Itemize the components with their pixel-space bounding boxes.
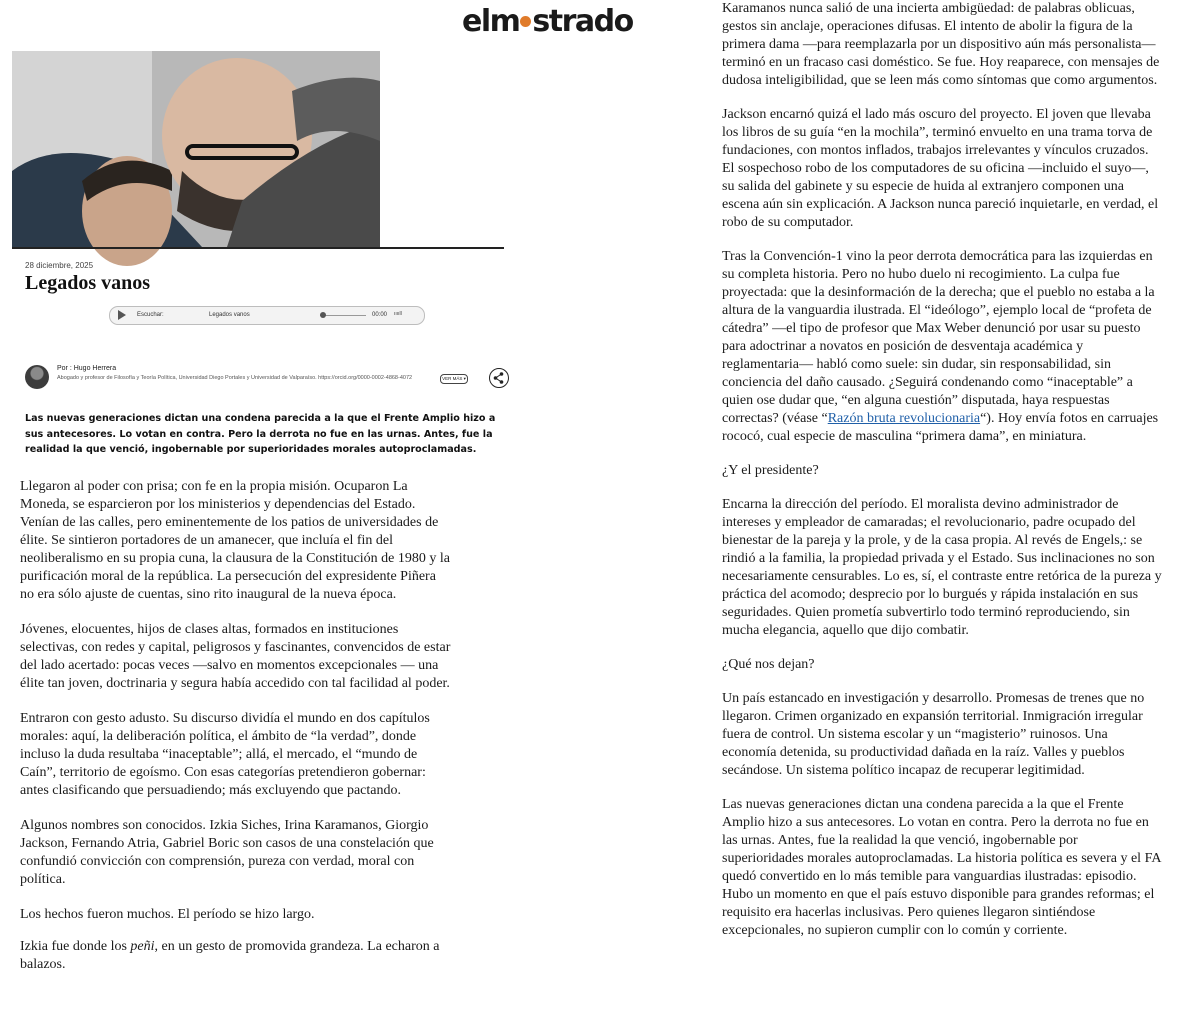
article-body-right xyxy=(722,0,1162,956)
paragraph: Un país estancado en investigación y desarrollo. Promesas de trenes que no llegaron. Crimen organizado en expansión territorial. Inmigración irregular fuera de control. Un sistema escolar y un “magisterio” ruinosos. Una economía detenida, su productividad dañada en la raíz. Valles y pueblos secándose. Un sistema político incapaz de recuperar legitimidad. xyxy=(722,691,1145,778)
player-progress-track[interactable] xyxy=(320,315,366,316)
paragraph: Encarna la dirección del período. El moralista devino administrador de intereses y empleador de camaradas; el revolucionario, padre ocupado del bienestar de la pareja y la prole, y de la casa propia. Al revés de Engels,: se rindió a la familia, la propiedad privada y el Estado. Sus inclinaciones no son necesariamente censurables. Lo es, sí, el contraste entre retórica de la pureza y práctica del acomodo; desprecio por lo burgués y rápida instalación en sus seguridades. Quien prometía subvertirlo todo terminó reproduciendo, sin mucha elegancia, aquello que dijo combatir. xyxy=(722,497,1162,638)
paragraph: Entraron con gesto adusto. Su discurso dividía el mundo en dos capítulos morales: aquí, la deliberación política, el ámbito de “la verdad”, donde incluso la duda resultaba “inaceptable”; allá, el mercado, el “mundo de Caín”, territorio de egoísmo. Con esas categorías pretendieron gobernar: antes clasificando que persuadiendo; más excluyendo que pactando. xyxy=(20,711,430,798)
text-run: Tras la Convención-1 vino la peor derrota democrática para las izquierdas en su completa historia. Pero no hubo duelo ni recogimiento. La culpa fue proyectada: que la desinformación de la derecha; que el pueblo no estaba a la altura de la vanguardia ilustrada. El “ideólogo”, ejemplo local de “profeta de cátedra” —el tipo de profesor que Max Weber denunció por usar su puesto para adoctrinar a novatos en posición de desventaja académica y reglamentaria— habló como suele: sin dudar, sin responsabilidad, sin conciencia del daño causado. ¿Seguirá condenando como “inaceptable” a quien ose dudar que, “en alguna cuestión” disputada, haya respuestas correctas? (véase “ xyxy=(722,249,1155,426)
paragraph-izkia xyxy=(20,938,452,974)
player-progress-knob[interactable] xyxy=(320,312,326,318)
paragraph: Jackson encarnó quizá el lado más oscuro del proyecto. El joven que llevaba los libros de su guía “en la mochila”, terminó envuelto en una trama torva de fundaciones, con montos inflados, trabajos irrelevantes y vínculos cruzados. El sospechoso robo de los computadores de su oficina —incluido el suyo—, su salida del gabinete y su especie de huida al extranjero componen una escena aún sin explicación. A Jackson nunca pareció inquietarle, en verdad, el robo de su computador. xyxy=(722,107,1159,230)
player-listen-label: Escuchar: xyxy=(137,312,164,318)
author-box xyxy=(25,365,515,393)
text-run: Izkia fue donde los xyxy=(20,939,131,954)
share-icon[interactable] xyxy=(489,368,509,388)
avatar xyxy=(25,365,49,389)
play-icon[interactable] xyxy=(118,310,126,320)
article-date: 28 diciembre, 2025 xyxy=(25,261,94,270)
article-lead: Las nuevas generaciones dictan una condena parecida a la que el Frente Amplio hizo a sus antecesores. Lo votan en contra. Pero la derrota no fue en las urnas. Antes, fue la realidad la que venció, ingobernable por superioridades morales autoproclamadas. xyxy=(25,413,496,455)
photo-divider xyxy=(12,247,504,249)
paragraph-convencion xyxy=(722,248,1162,446)
player-track-title: Legados vanos xyxy=(209,312,250,318)
paragraph: Llegaron al poder con prisa; con fe en la propia misión. Ocuparon La Moneda, se esparcieron por los ministerios y dependencias del Estado. Venían de las calles, pero eminentemente de los patios de universidades de élite. Se sintieron portadores de un amanecer, que incluía el fin del neoliberalismo en su propia cuna, la clausura de la Constitución de 1980 y la purificación moral de la república. La persecución del expresidente Piñera no era sólo ajuste de cuentas, sino rito inaugural de la nueva época. xyxy=(20,479,450,602)
article-title: Legados vanos xyxy=(25,272,151,294)
paragraph: Las nuevas generaciones dictan una condena parecida a la que el Frente Amplio hizo a sus antecesores. Lo votan en contra. Pero la derrota no fue en las urnas. Antes, fue la realidad la que venció, ingobernable por superioridades morales autoproclamadas. La historia política es severa y el FA quedó convertido en lo más temible para vanguardias ilustradas: episodio. Hubo un momento en que el país estuvo disponible para grandes reformas; el requisito era hacerlas inclusivas. Pero quienes llegaron sintiéndose excepcionales, no supieron cumplir con lo común y corriente. xyxy=(722,797,1161,938)
text-run: , en un gesto de promovida grandeza. La echaron a balazos. xyxy=(20,939,440,972)
article-body-left xyxy=(20,478,452,991)
text-run: “). Hoy envía fotos en carruajes rococó, cual especie de masculina “primera dama”, en miniatura. xyxy=(722,411,1159,444)
volume-icon[interactable]: ııııll xyxy=(394,311,402,317)
subheading-legacy: ¿Qué nos dejan? xyxy=(722,657,815,672)
paragraph: Jóvenes, elocuentes, hijos de clases altas, formados en instituciones selectivas, con redes y capital, peligrosos y fascinantes, convencidos de estar del lado acertado: pocas veces —salvo en momentos excepcionales — una élite tan joven, doctrinaria y segura había accedido con tal facilidad al poder. xyxy=(20,622,451,691)
paragraph: Los hechos fueron muchos. El período se hizo largo. xyxy=(20,907,315,922)
see-more-button[interactable]: VER MÁS ▾ xyxy=(440,374,468,384)
share-glyph xyxy=(490,369,508,387)
article-photo xyxy=(12,51,380,247)
paragraph: Karamanos nunca salió de una incierta ambigüedad: de palabras oblicuas, gestos sin anclaje, operaciones difusas. El intento de abolir la figura de la primera dama —para reemplazarla por un dispositivo aún más personalista— terminó en un fracaso casi doméstico. Se fue. Hoy reaparece, con mensajes de dudosa inteligibilidad, que se leen más como síntomas que como argumentos. xyxy=(722,1,1160,88)
photo-illustration xyxy=(12,51,380,247)
logo-dot xyxy=(520,16,531,27)
logo-text-left: elm xyxy=(462,4,520,39)
italic-term: peñi xyxy=(130,939,155,954)
site-logo[interactable] xyxy=(230,0,633,48)
logo-text-right: strado xyxy=(532,4,633,39)
razon-bruta-link[interactable]: Razón bruta revolucionaria xyxy=(827,411,981,426)
player-time: 00:00 xyxy=(372,312,388,318)
author-bio: Abogado y profesor de Filosofía y Teoría Política, Universidad Diego Portales y Universidad de Valparaíso. https://orcid.org/0000-0002-4868-4072 xyxy=(57,375,413,381)
subheading-president: ¿Y el presidente? xyxy=(722,463,819,478)
author-byline[interactable]: Por : Hugo Herrera xyxy=(57,365,117,372)
audio-player xyxy=(109,306,425,325)
paragraph: Algunos nombres son conocidos. Izkia Siches, Irina Karamanos, Giorgio Jackson, Fernando Atria, Gabriel Boric son casos de una constelación que confundió convicción con comprensión, pureza con verdad, moral con política. xyxy=(20,818,434,887)
